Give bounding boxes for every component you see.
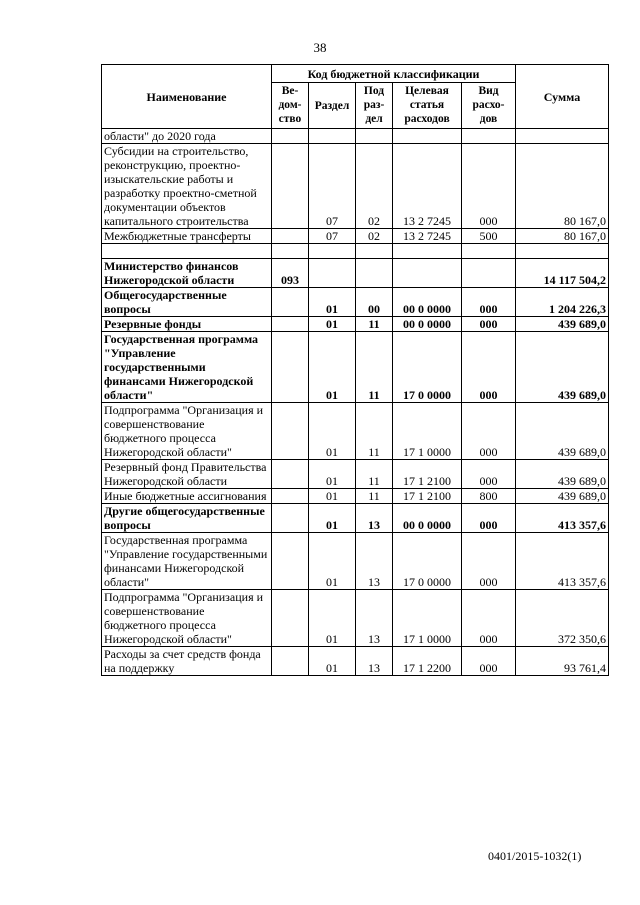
header-razdel: Раздел [309,83,356,129]
cell-vedomstvo [272,317,309,332]
header-vedomstvo: Ве-дом-ство [272,83,309,129]
table-row [102,403,609,460]
cell-name: Подпрограмма "Организация и совершенствование бюджетного процесса Нижегородской области" [102,403,272,460]
cell-name: Другие общегосударственные вопросы [102,504,272,533]
table-row [102,460,609,489]
cell-target [393,244,462,259]
table-row [102,144,609,229]
cell-vedomstvo [272,489,309,504]
page-number: 38 [313,40,327,55]
cell-name: Субсидии на строительство, реконструкцию, проектно-изыскательские работы и разработку проектно-сметной документации объектов капитального строительства [102,144,272,229]
cell-vedomstvo [272,533,309,590]
cell-name: Общегосударственные вопросы [102,288,272,317]
cell-podrazdel: 13 [356,504,393,533]
cell-name: Резервный фонд Правительства Нижегородской области [102,460,272,489]
footer-document-code: 0401/2015-1032(1) [488,849,582,863]
cell-name: Расходы за счет средств фонда на поддержку [102,647,272,676]
cell-vid: 000 [462,590,516,647]
cell-target: 00 0 0000 [393,288,462,317]
cell-podrazdel: 02 [356,229,393,244]
cell-vedomstvo [272,144,309,229]
cell-razdel: 01 [309,332,356,403]
cell-vedomstvo [272,332,309,403]
cell-vedomstvo [272,229,309,244]
cell-target: 17 1 2100 [393,489,462,504]
table-row [102,489,609,504]
table-body [102,129,609,676]
cell-podrazdel: 00 [356,288,393,317]
cell-sum [516,129,609,144]
header-podrazdel: Под раз-дел [356,83,393,129]
cell-sum: 439 689,0 [516,317,609,332]
table-row [102,504,609,533]
cell-razdel: 01 [309,489,356,504]
cell-sum: 413 357,6 [516,533,609,590]
table-row [102,259,609,288]
cell-vid [462,259,516,288]
cell-vid: 500 [462,229,516,244]
cell-vid: 000 [462,533,516,590]
cell-name: Подпрограмма "Организация и совершенствование бюджетного процесса Нижегородской области" [102,590,272,647]
cell-target: 17 0 0000 [393,332,462,403]
cell-podrazdel: 11 [356,403,393,460]
cell-vid [462,244,516,259]
cell-vedomstvo [272,504,309,533]
cell-razdel: 01 [309,533,356,590]
cell-sum: 439 689,0 [516,489,609,504]
cell-vedomstvo: 093 [272,259,309,288]
header-sum: Сумма [516,65,609,129]
table-row [102,244,609,259]
cell-name: Государственная программа "Управление государственными финансами Нижегородской области" [102,332,272,403]
cell-name: Межбюджетные трансферты [102,229,272,244]
cell-vid [462,129,516,144]
cell-razdel: 01 [309,590,356,647]
table-row [102,590,609,647]
cell-target: 17 1 0000 [393,403,462,460]
cell-razdel: 01 [309,288,356,317]
cell-vedomstvo [272,460,309,489]
cell-name: области" до 2020 года [102,129,272,144]
cell-target: 00 0 0000 [393,317,462,332]
cell-sum: 80 167,0 [516,144,609,229]
cell-sum: 14 117 504,2 [516,259,609,288]
cell-vid: 000 [462,647,516,676]
cell-vid: 000 [462,317,516,332]
header-code-group: Код бюджетной классификации [272,65,516,83]
cell-target: 17 1 2200 [393,647,462,676]
cell-podrazdel: 13 [356,647,393,676]
table-row [102,317,609,332]
cell-sum: 1 204 226,3 [516,288,609,317]
cell-name: Министерство финансов Нижегородской области [102,259,272,288]
cell-name [102,244,272,259]
cell-podrazdel: 13 [356,533,393,590]
cell-razdel [309,244,356,259]
table-row [102,129,609,144]
cell-vid: 000 [462,144,516,229]
cell-vid: 800 [462,489,516,504]
cell-podrazdel: 11 [356,317,393,332]
cell-vedomstvo [272,129,309,144]
cell-podrazdel: 13 [356,590,393,647]
table-row [102,332,609,403]
cell-target: 17 1 2100 [393,460,462,489]
cell-sum: 413 357,6 [516,504,609,533]
cell-sum: 439 689,0 [516,460,609,489]
cell-sum: 372 350,6 [516,590,609,647]
header-target: Целевая статья расходов [393,83,462,129]
table-row [102,229,609,244]
cell-name: Резервные фонды [102,317,272,332]
cell-razdel: 01 [309,647,356,676]
cell-vid: 000 [462,504,516,533]
cell-razdel: 07 [309,229,356,244]
cell-podrazdel: 02 [356,144,393,229]
cell-name: Государственная программа "Управление государственными финансами Нижегородской области" [102,533,272,590]
cell-razdel [309,259,356,288]
header-name: Наименование [102,65,272,129]
cell-vid: 000 [462,460,516,489]
cell-vedomstvo [272,288,309,317]
cell-vedomstvo [272,590,309,647]
cell-name: Иные бюджетные ассигнования [102,489,272,504]
cell-podrazdel [356,259,393,288]
cell-sum: 439 689,0 [516,403,609,460]
cell-target [393,129,462,144]
cell-razdel: 01 [309,460,356,489]
cell-podrazdel [356,129,393,144]
budget-table [101,64,609,676]
cell-sum: 80 167,0 [516,229,609,244]
table-row [102,647,609,676]
cell-vedomstvo [272,647,309,676]
cell-sum: 93 761,4 [516,647,609,676]
cell-vedomstvo [272,244,309,259]
table-row [102,533,609,590]
cell-vid: 000 [462,288,516,317]
cell-razdel: 01 [309,317,356,332]
cell-razdel: 01 [309,504,356,533]
cell-razdel [309,129,356,144]
cell-podrazdel: 11 [356,460,393,489]
cell-podrazdel [356,244,393,259]
cell-target: 17 0 0000 [393,533,462,590]
header-vid: Вид расхо-дов [462,83,516,129]
cell-razdel: 01 [309,403,356,460]
cell-podrazdel: 11 [356,332,393,403]
cell-podrazdel: 11 [356,489,393,504]
cell-target: 13 2 7245 [393,144,462,229]
cell-target: 00 0 0000 [393,504,462,533]
table-row [102,288,609,317]
cell-razdel: 07 [309,144,356,229]
cell-target: 17 1 0000 [393,590,462,647]
cell-vedomstvo [272,403,309,460]
cell-vid: 000 [462,403,516,460]
cell-vid: 000 [462,332,516,403]
cell-sum [516,244,609,259]
cell-target: 13 2 7245 [393,229,462,244]
cell-sum: 439 689,0 [516,332,609,403]
cell-target [393,259,462,288]
